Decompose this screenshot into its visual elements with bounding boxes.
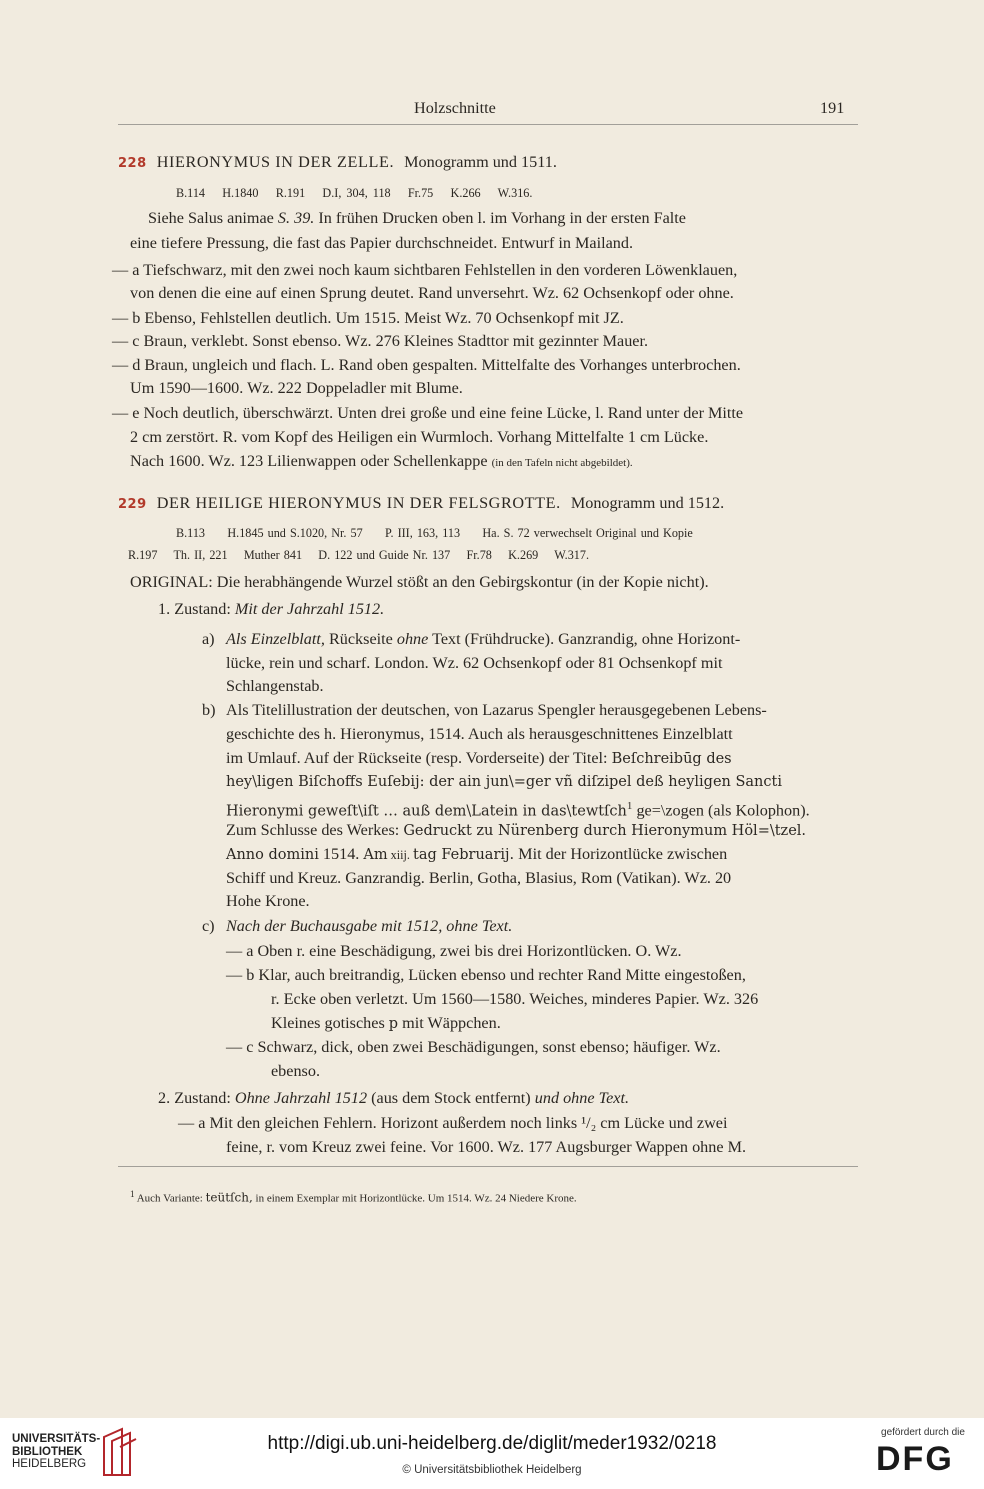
text: cm Lücke und zwei bbox=[596, 1114, 728, 1132]
text: — a Mit den gleichen Fehlern. Horizont außerdem noch links bbox=[178, 1114, 582, 1132]
ref: P. III, 163, 113 bbox=[385, 526, 461, 540]
entry-228-heading bbox=[118, 152, 557, 174]
state-cc-line: ebenso. bbox=[271, 1062, 320, 1080]
entry-title: HIERONYMUS IN DER ZELLE. bbox=[156, 153, 395, 171]
state-2-heading bbox=[158, 1088, 629, 1108]
text: Mit der Horizontlücke zwischen bbox=[514, 845, 728, 863]
ref: W.317. bbox=[554, 548, 590, 562]
entry-229-references bbox=[176, 523, 693, 543]
entry-title-rest: Monogramm und 1511. bbox=[404, 153, 557, 171]
item-b-line: Als Titelillustration der deutschen, von Lazarus Spengler herausgegebenen Lebens- bbox=[226, 701, 767, 719]
text: im Umlauf. Auf der Rückseite (resp. Vorderseite) der Titel: bbox=[226, 749, 612, 767]
item-b-line: geschichte des h. Hieronymus, 1514. Auch als herausgeschnittenes Einzelblatt bbox=[226, 725, 733, 743]
state-d-line: — d Braun, ungleich und flach. L. Rand oben gespalten. Mittelfalte des Vorhanges unterbrochen. bbox=[112, 356, 741, 374]
state-a-line: von denen die eine auf einen Sprung deutet. Rand unversehrt. Wz. 62 Ochsenkopf oder ohne. bbox=[130, 284, 734, 302]
footnote-rule bbox=[118, 1166, 858, 1167]
fraktur-text: p bbox=[388, 1016, 399, 1032]
item-a-line: Schlangenstab. bbox=[226, 677, 324, 695]
state-ca-line: — a Oben r. eine Beschädigung, zwei bis drei Horizontlücken. O. Wz. bbox=[226, 942, 682, 960]
state-e-line bbox=[130, 451, 633, 473]
ref: H.1845 und S.1020, Nr. 57 bbox=[227, 526, 363, 540]
italic-text: ohne bbox=[396, 630, 429, 648]
item-a-line: lücke, rein und scharf. London. Wz. 62 Ochsenkopf oder 81 Ochsenkopf mit bbox=[226, 654, 723, 672]
paragraph-line bbox=[148, 208, 686, 228]
text: (aus dem Stock entfernt) bbox=[367, 1089, 535, 1107]
italic-text: und ohne Text. bbox=[534, 1089, 630, 1107]
fraktur-text: tag Februarij. bbox=[413, 847, 515, 863]
header-rule bbox=[118, 124, 858, 125]
state-e-line: — e Noch deutlich, überschwärzt. Unten drei große und eine feine Lücke, l. Rand unter der Mitte bbox=[112, 404, 744, 422]
state-e-line: 2 cm zerstört. R. vom Kopf des Heiligen ein Wurmloch. Vorhang Mittelfalte 1 cm Lücke. bbox=[130, 428, 709, 446]
text: mit Wäppchen. bbox=[398, 1014, 501, 1032]
ref: D. 122 und Guide Nr. 137 bbox=[318, 548, 451, 562]
fraktur-text: Beſchreibūg des bbox=[611, 751, 732, 767]
item-b-line bbox=[226, 844, 727, 865]
ref: Fr.75 bbox=[407, 186, 434, 200]
state-cb-line: — b Klar, auch breitrandig, Lücken ebenso und rechter Rand Mitte eingestoßen, bbox=[226, 966, 746, 984]
italic-text: S. 39. bbox=[277, 209, 315, 227]
logo-line: BIBLIOTHEK bbox=[12, 1445, 83, 1458]
fraktur-text: Gedruckt zu Nürenberg durch Hieronymum Höl=\tzel. bbox=[403, 823, 807, 839]
funding-label: gefördert durch die bbox=[881, 1427, 965, 1438]
running-title: Holzschnitte bbox=[414, 99, 496, 117]
ref: Th. II, 221 bbox=[173, 548, 228, 562]
text: Auch Variante: bbox=[136, 1192, 206, 1205]
ref: B.114 bbox=[176, 186, 206, 200]
ref: R.191 bbox=[275, 186, 306, 200]
paragraph-line: eine tiefere Pressung, die fast das Papier durchschneidet. Entwurf in Mailand. bbox=[130, 234, 634, 252]
ref: R.197 bbox=[128, 548, 158, 562]
text: Nach 1600. Wz. 123 Lilienwappen oder Schellenkappe bbox=[130, 452, 488, 470]
item-b-line: hey\ligen Biſchoffs Euſebij: der ain jun\=ger vñ diſzipel deß heyligen Sancti bbox=[226, 774, 782, 790]
ref: D.I, 304, 118 bbox=[322, 186, 391, 200]
item-b-line bbox=[226, 796, 810, 821]
entry-title-rest: Monogramm und 1512. bbox=[570, 494, 725, 512]
state-a-line: — a Tiefschwarz, mit den zwei noch kaum sichtbaren Fehlstellen in den vorderen Löwenklauen, bbox=[112, 261, 738, 279]
footnote-marker: 1 bbox=[626, 800, 633, 812]
ref: B.113 bbox=[176, 526, 206, 540]
note-text: (in den Tafeln nicht abgebildet). bbox=[491, 457, 633, 469]
ref: Fr.78 bbox=[466, 548, 492, 562]
item-label: c) bbox=[202, 917, 215, 935]
original-note: ORIGINAL: Die herabhängende Wurzel stößt an den Gebirgskontur (in der Kopie nicht). bbox=[130, 573, 709, 591]
item-label: a) bbox=[202, 630, 215, 648]
ref: Muther 841 bbox=[243, 548, 303, 562]
item-label: b) bbox=[202, 701, 216, 719]
fraktur-text: teütſch, bbox=[205, 1190, 253, 1205]
state-d-line: Um 1590—1600. Wz. 222 Doppeladler mit Blume. bbox=[130, 379, 463, 397]
state-1-heading bbox=[158, 599, 384, 619]
ref: W.316. bbox=[497, 186, 533, 200]
text: 1514. bbox=[318, 845, 364, 863]
footnote-marker: 1 bbox=[130, 1189, 135, 1199]
italic-text: Mit der Jahrzahl 1512. bbox=[234, 600, 385, 618]
state-cb-line bbox=[271, 1013, 501, 1034]
ref: K.269 bbox=[508, 548, 539, 562]
italic-text: Als Einzelblatt, bbox=[226, 630, 325, 648]
dfg-logo: DFG bbox=[876, 1440, 954, 1478]
text: Zum Schlusse des Werkes: bbox=[226, 821, 404, 839]
entry-number: 228 bbox=[118, 156, 147, 171]
copyright-notice: © Universitätsbibliothek Heidelberg bbox=[402, 1464, 582, 1476]
entry-title: DER HEILIGE HIERONYMUS IN DER FELSGROTTE. bbox=[156, 494, 561, 512]
footnote bbox=[130, 1184, 577, 1209]
state-cb-line: r. Ecke oben verletzt. Um 1560—1580. Weiches, minderes Papier. Wz. 326 bbox=[271, 990, 759, 1008]
text: Siehe Salus animae bbox=[148, 209, 278, 227]
permalink-url[interactable]: http://digi.ub.uni-heidelberg.de/diglit/meder1932/0218 bbox=[267, 1433, 717, 1454]
text: In frühen Drucken oben l. im Vorhang in der ersten Falte bbox=[314, 209, 686, 227]
entry-229-heading bbox=[118, 493, 724, 515]
item-b-line bbox=[226, 748, 732, 769]
state-2a-line: feine, r. vom Kreuz zwei feine. Vor 1600. Wz. 177 Augsburger Wappen ohne M. bbox=[226, 1138, 747, 1156]
fraktur-text: Hieronymi geweſt\iſt … auß dem\Latein in das\tewtſch bbox=[226, 803, 627, 820]
item-b-line bbox=[226, 820, 806, 841]
italic-text: Ohne Jahrzahl 1512 bbox=[234, 1089, 368, 1107]
state-b-line: — b Ebenso, Fehlstellen deutlich. Um 1515. Meist Wz. 70 Ochsenkopf mit JZ. bbox=[112, 309, 624, 327]
item-a-line bbox=[226, 629, 740, 649]
ref: Ha. S. 72 verwechselt Original und Kopie bbox=[482, 526, 693, 540]
text: xiij. bbox=[387, 848, 414, 862]
fraction: ¹/₂ bbox=[581, 1114, 597, 1132]
page-number: 191 bbox=[820, 99, 845, 117]
ref: K.266 bbox=[450, 186, 481, 200]
state-cc-line: — c Schwarz, dick, oben zwei Beschädigungen, sonst ebenso; häufiger. Wz. bbox=[226, 1038, 721, 1056]
text: 2. Zustand: bbox=[158, 1089, 235, 1107]
text: ge=\zogen (als Kolophon). bbox=[632, 801, 810, 820]
logo-line: HEIDELBERG bbox=[12, 1458, 87, 1470]
state-c-line: — c Braun, verklebt. Sonst ebenso. Wz. 276 Kleines Stadttor mit gezinnter Mauer. bbox=[112, 332, 649, 350]
fraktur-text: Am bbox=[363, 847, 388, 863]
item-b-line: Schiff und Kreuz. Ganzrandig. Berlin, Gotha, Blasius, Rom (Vatikan). Wz. 20 bbox=[226, 869, 732, 887]
text: Kleines gotisches bbox=[271, 1014, 389, 1032]
item-c-line: Nach der Buchausgabe mit 1512, ohne Text. bbox=[226, 917, 513, 935]
fraktur-text: Anno domini bbox=[226, 847, 319, 863]
entry-228-references bbox=[176, 183, 532, 203]
item-b-line: Hohe Krone. bbox=[226, 892, 310, 910]
text: in einem Exemplar mit Horizontlücke. Um 1514. Wz. 24 Niedere Krone. bbox=[252, 1192, 577, 1205]
text: Rückseite bbox=[324, 630, 397, 648]
ref: H.1840 bbox=[222, 186, 259, 200]
text: Text (Frühdrucke). Ganzrandig, ohne Horizont- bbox=[428, 630, 741, 648]
logo-line: UNIVERSITÄTS- bbox=[12, 1433, 101, 1445]
text: 1. Zustand: bbox=[158, 600, 235, 618]
entry-number: 229 bbox=[118, 497, 147, 512]
state-2a-line bbox=[178, 1113, 727, 1133]
entry-229-references bbox=[128, 545, 589, 565]
